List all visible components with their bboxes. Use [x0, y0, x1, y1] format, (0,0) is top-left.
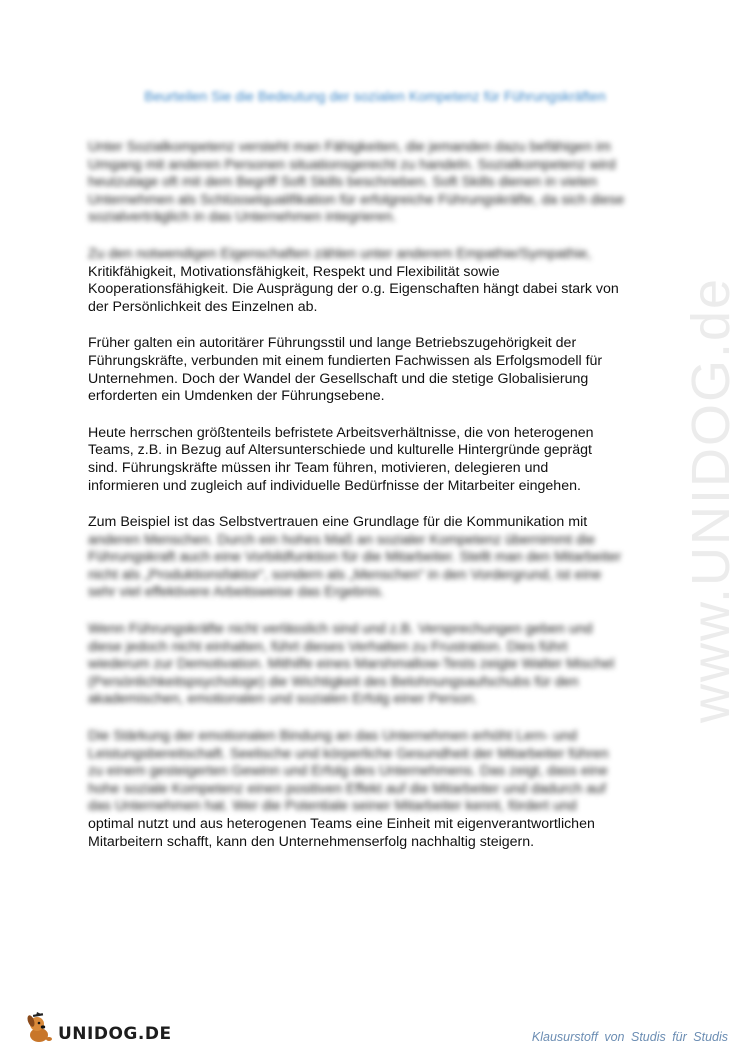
text-line: informieren und zugleich auf individuelle Bedürfnisse der Mitarbeiter eingehen. — [88, 477, 581, 494]
paragraph — [88, 335, 668, 405]
document-body — [88, 139, 668, 870]
blurred-text-line: sehr viel effektivere Arbeitsweise das Ergebnis. — [88, 584, 385, 601]
blurred-text-line: Unternehmen als Schlüsselqualifikation für erfolgreiche Führungskräfte, da sich diese — [88, 191, 625, 208]
blurred-text-line: (Persönlichkeitspsychologe) die Wichtigkeit des Belohnungsaufschubs für den — [88, 673, 579, 690]
blurred-text-line: Leistungsbereitschaft. Seelische und körperliche Gesundheit der Mitarbeiter führen — [88, 745, 609, 762]
paragraph — [88, 514, 668, 602]
dog-icon — [22, 1010, 58, 1046]
paragraph — [88, 139, 668, 227]
unidog-logo[interactable] — [22, 1010, 172, 1046]
footer-tagline: Klausurstoff von Studis für Studis — [531, 1030, 728, 1044]
paragraph — [88, 246, 668, 316]
blurred-text-line: Führungskraft auch eine Vorbildfunktion für die Mitarbeiter. Stellt man den Mitarbeiter — [88, 549, 622, 566]
text-line: erforderten ein Umdenken der Führungsebene. — [88, 388, 385, 405]
blurred-text-line: anderen Menschen. Durch ein hohes Maß an sozialer Kompetenz übernimmt die — [88, 531, 596, 548]
text-line: Heute herrschen größtenteils befristete Arbeitsverhältnisse, die von heterogenen — [88, 424, 594, 441]
text-line: Mitarbeitern schafft, kann den Unternehmenserfolg nachhaltig steigern. — [88, 833, 535, 850]
paragraph — [88, 728, 668, 851]
blurred-text-line: diese jedoch nicht einhalten, führt dieses Verhalten zu Frustration. Dies führt — [88, 638, 568, 655]
paragraph — [88, 425, 668, 495]
document-title: Beurteilen Sie die Bedeutung der sozialen Kompetenz für Führungskräften — [144, 88, 606, 104]
text-line: Kritikfähigkeit, Motivationsfähigkeit, Respekt und Flexibilität sowie — [88, 263, 500, 280]
blurred-text-line: nicht als „Produktionsfaktor“, sondern als „Menschen“ in den Vordergrund, ist eine — [88, 566, 602, 583]
watermark: www.UNIDOG.de — [681, 276, 741, 724]
text-line: optimal nutzt und aus heterogenen Teams eine Einheit mit eigenverantwortlichen — [88, 816, 595, 832]
text-line: Unternehmen. Doch der Wandel der Gesellschaft und die stetige Globalisierung — [88, 370, 589, 387]
text-line: Führungskräfte, verbunden mit einem fundierten Fachwissen als Erfolgsmodell für — [88, 352, 603, 369]
text-line: sind. Führungskräfte müssen ihr Team führen, motivieren, delegieren und — [88, 459, 549, 476]
blurred-text-line: Unter Sozialkompetenz versteht man Fähigkeiten, die jemanden dazu befähigen im — [88, 139, 611, 155]
text-line: Zum Beispiel ist das Selbstvertrauen eine Grundlage für die Kommunikation mit — [88, 514, 588, 531]
blurred-text-line: heutzutage oft mit dem Begriff Soft Skills beschrieben. Soft Skills dienen in vielen — [88, 174, 598, 191]
blurred-text-line: sozialverträglich in das Unternehmen integrieren. — [88, 209, 397, 226]
blurred-text-line: hohe soziale Kompetenz einen positiven Effekt auf die Mitarbeiter und dadurch auf — [88, 780, 606, 797]
paragraph — [88, 621, 668, 709]
blurred-text-line: Zu den notwendigen Eigenschaften zählen unter anderem Empathie/Sympathie, — [88, 245, 592, 262]
text-line: Kooperationsfähigkeit. Die Ausprägung der o.g. Eigenschaften hängt dabei stark von — [88, 281, 619, 298]
blurred-text-line: akademischen, emotionalen und sozialen Erfolg einer Person. — [88, 691, 478, 708]
blurred-text-line: Wenn Führungskräfte nicht verlässlich sind und z.B. Versprechungen geben und — [88, 621, 593, 638]
text-line: der Persönlichkeit des Einzelnen ab. — [88, 298, 318, 315]
blurred-text-line: zu einem gesteigerten Gewinn und Erfolg des Unternehmens. Das zeigt, dass eine — [88, 763, 608, 780]
blurred-text-line: Umgang mit anderen Personen situationsgerecht zu handeln. Sozialkompetenz wird — [88, 156, 616, 173]
blurred-text-line: Die Stärkung der emotionalen Bindung an das Unternehmen erhöht Lern- und — [88, 728, 577, 745]
logo-text: UNIDOG.DE — [58, 1024, 172, 1044]
blurred-text-line: das Unternehmen hat. Wer die Potentiale seiner Mitarbeiter kennt, fördert und — [88, 798, 577, 815]
blurred-text-line: wiederum zur Demotivation. Mithilfe eines Marshmallow-Tests zeigte Walter Mischel — [88, 656, 615, 673]
text-line: Teams, z.B. in Bezug auf Altersunterschiede und kulturelle Hintergründe geprägt — [88, 442, 592, 459]
text-line: Früher galten ein autoritärer Führungsstil und lange Betriebszugehörigkeit der — [88, 335, 577, 352]
